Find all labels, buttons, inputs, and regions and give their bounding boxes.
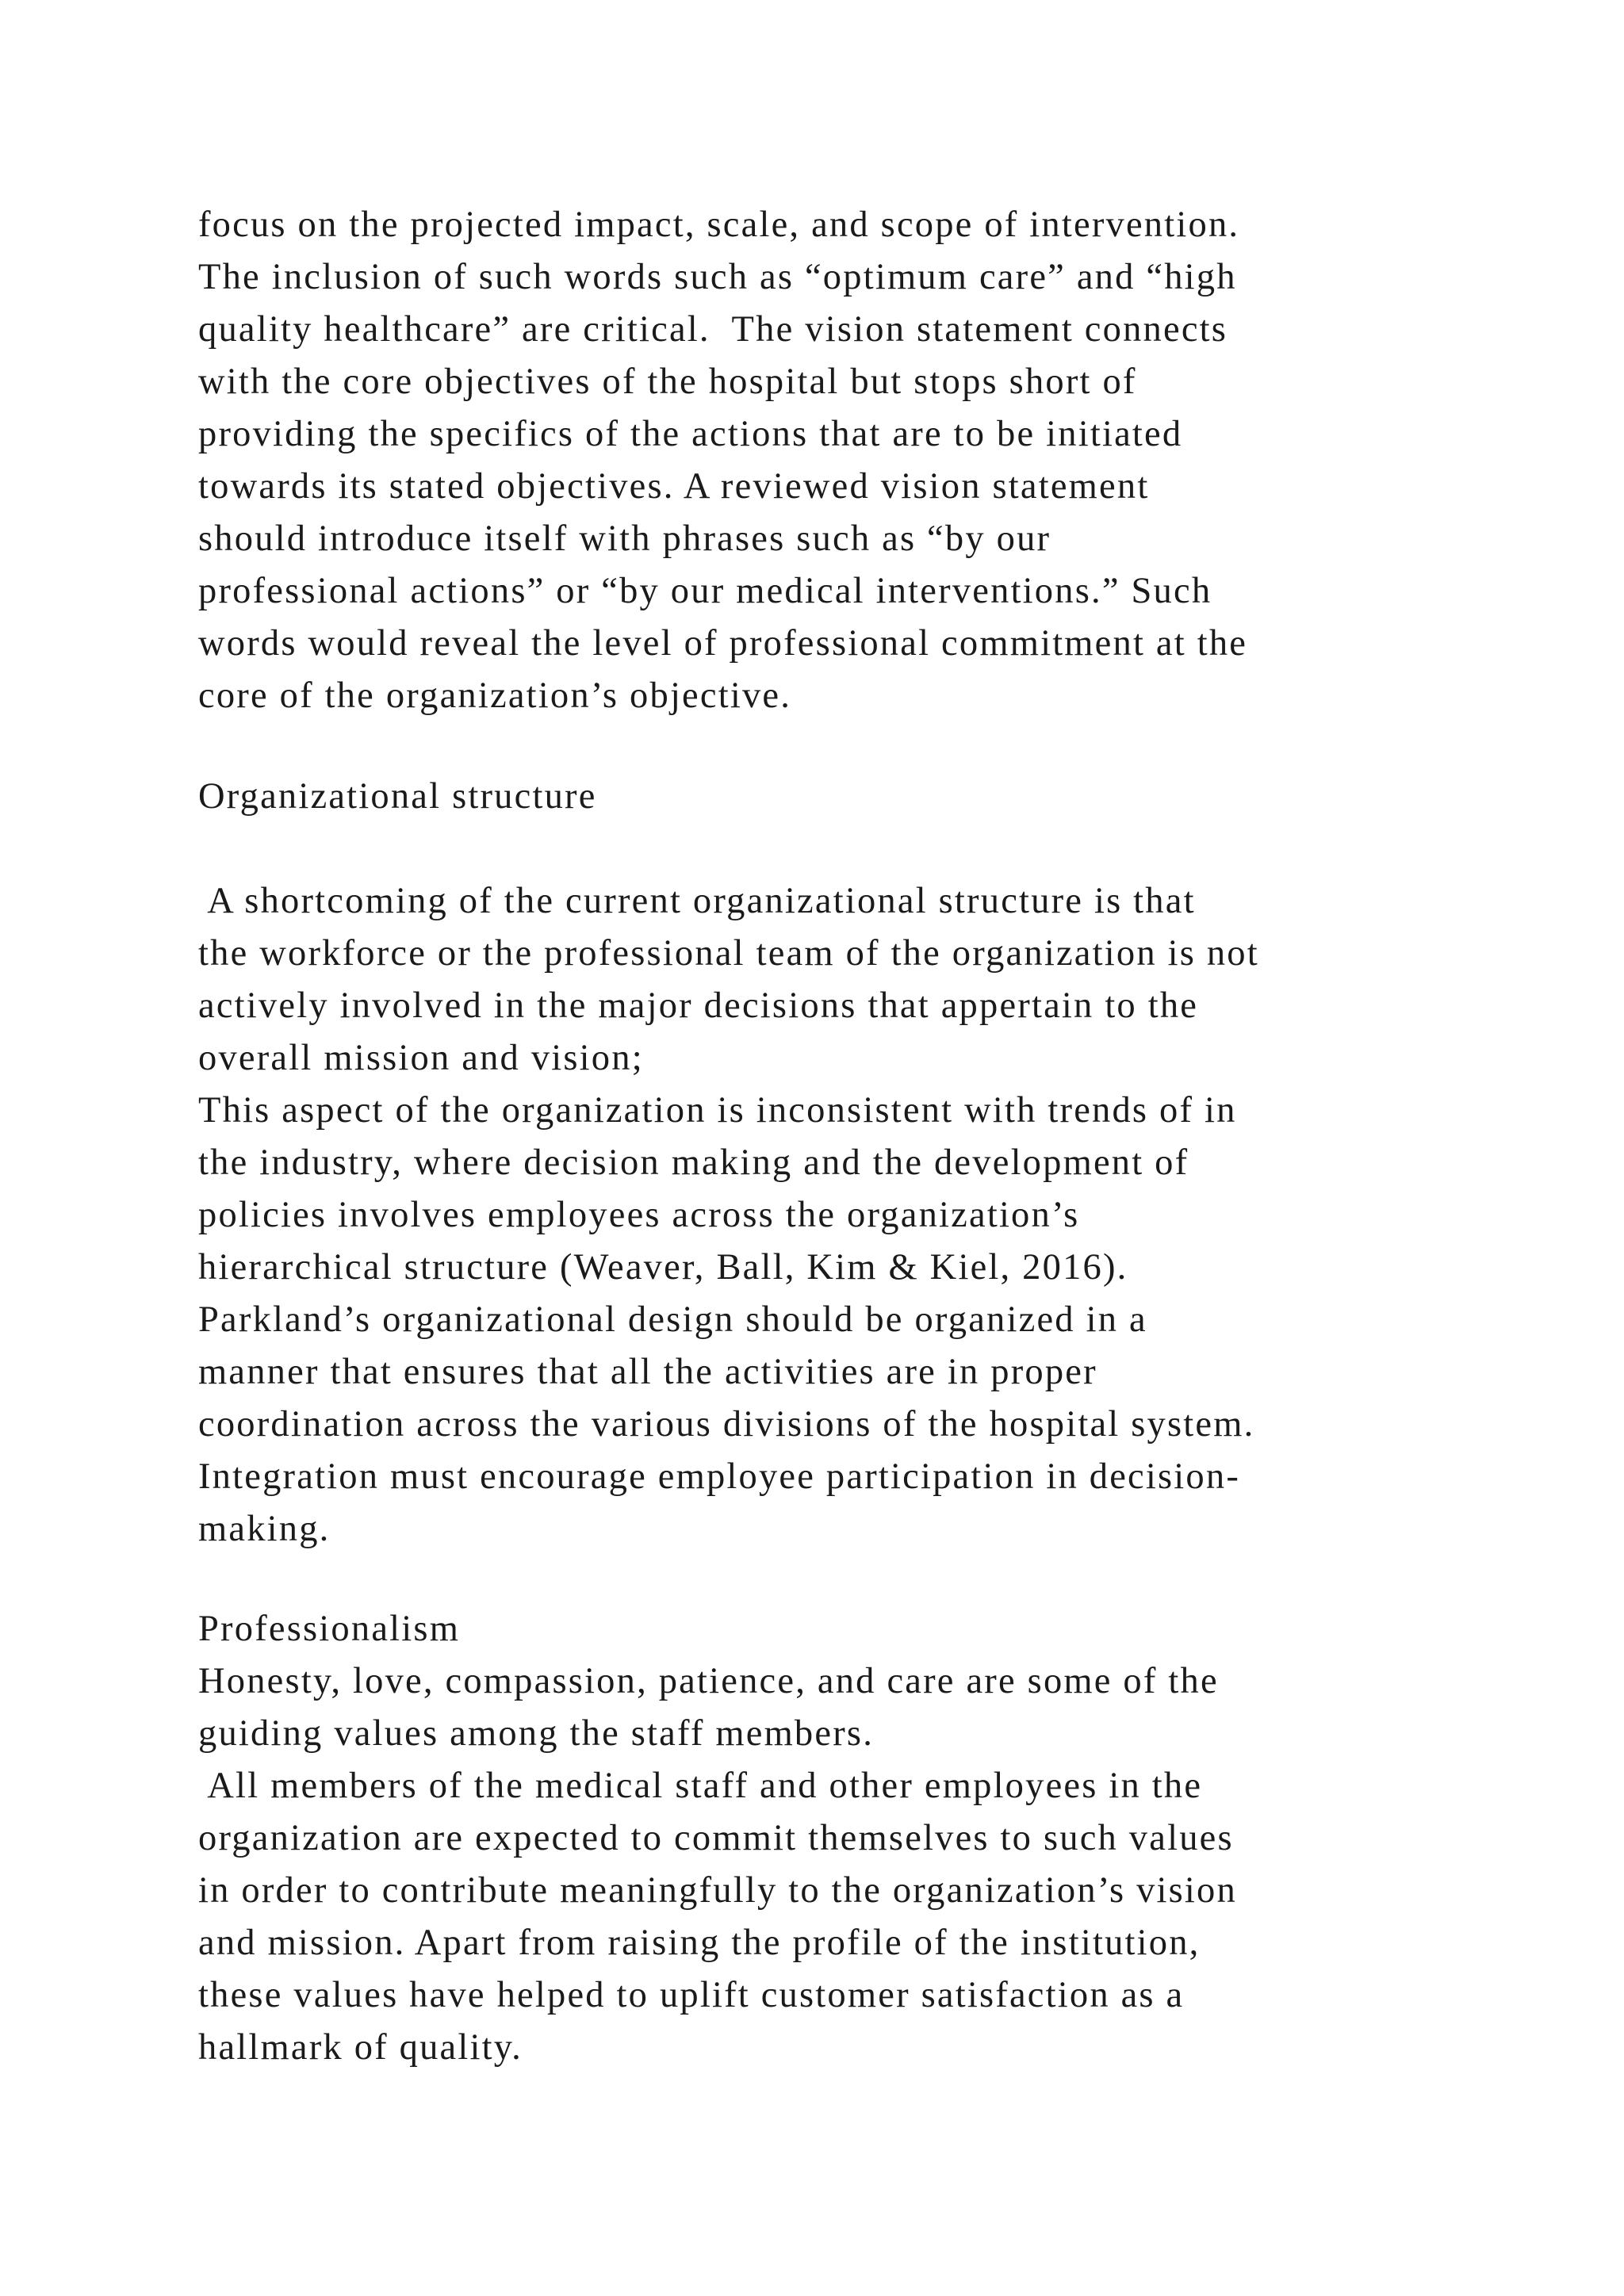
- paragraph-line: manner that ensures that all the activities are in proper: [198, 1352, 1097, 1392]
- paragraph-line: towards its stated objectives. A reviewed vision statement: [198, 466, 1150, 507]
- paragraph-line: overall mission and vision;: [198, 1038, 644, 1078]
- paragraph-line: in order to contribute meaningfully to the organization’s vision: [198, 1870, 1237, 1911]
- section-heading-professionalism: [198, 1603, 1467, 1655]
- paragraph-line: Honesty, love, compassion, patience, and care are some of the: [198, 1661, 1219, 1701]
- paragraph-line: quality healthcare” are critical. The vision statement connects: [198, 309, 1228, 350]
- paragraph-line: the workforce or the professional team of the organization is not: [198, 933, 1259, 974]
- organizational-structure-paragraph: [198, 875, 1467, 1556]
- paragraph-line: Integration must encourage employee participation in decision-: [198, 1456, 1240, 1497]
- paragraph-line: Parkland’s organizational design should be organized in a: [198, 1299, 1147, 1340]
- paragraph-line: professional actions” or “by our medical interventions.” Such: [198, 571, 1212, 611]
- section-heading-organizational-structure: [198, 771, 1467, 823]
- paragraph-line: core of the organization’s objective.: [198, 675, 792, 716]
- paragraph-line: words would reveal the level of professional commitment at the: [198, 623, 1248, 664]
- section-heading: Organizational structure: [198, 776, 597, 817]
- paragraph-line: hierarchical structure (Weaver, Ball, Kim & Kiel, 2016).: [198, 1247, 1128, 1288]
- paragraph-line: the industry, where decision making and the development of: [198, 1142, 1189, 1183]
- paragraph-line: This aspect of the organization is inconsistent with trends of in: [198, 1090, 1237, 1131]
- paragraph-line: focus on the projected impact, scale, and scope of intervention.: [198, 205, 1240, 245]
- paragraph-line: A shortcoming of the current organizational structure is that: [198, 881, 1196, 921]
- paragraph-line: hallmark of quality.: [198, 2027, 523, 2068]
- paragraph-line: should introduce itself with phrases such as “by our: [198, 519, 1051, 559]
- paragraph-line: these values have helped to uplift customer satisfaction as a: [198, 1975, 1185, 2015]
- paragraph-line: policies involves employees across the organization’s: [198, 1195, 1080, 1235]
- professionalism-paragraph: [198, 1655, 1467, 2074]
- paragraph-line: providing the specifics of the actions that are to be initiated: [198, 414, 1183, 454]
- paragraph-line: organization are expected to commit themselves to such values: [198, 1818, 1234, 1858]
- vision-statement-paragraph: [198, 199, 1467, 722]
- paragraph-line: making.: [198, 1509, 331, 1549]
- paragraph-line: coordination across the various divisions of the hospital system.: [198, 1404, 1255, 1445]
- paragraph-line: and mission. Apart from raising the profile of the institution,: [198, 1923, 1201, 1963]
- paragraph-line: with the core objectives of the hospital but stops short of: [198, 362, 1137, 402]
- section-heading: Professionalism: [198, 1609, 461, 1649]
- paragraph-line: guiding values among the staff members.: [198, 1713, 875, 1754]
- paragraph-line: actively involved in the major decisions that appertain to the: [198, 985, 1199, 1026]
- paragraph-line: All members of the medical staff and other employees in the: [198, 1766, 1203, 1806]
- paragraph-line: The inclusion of such words such as “optimum care” and “high: [198, 257, 1237, 297]
